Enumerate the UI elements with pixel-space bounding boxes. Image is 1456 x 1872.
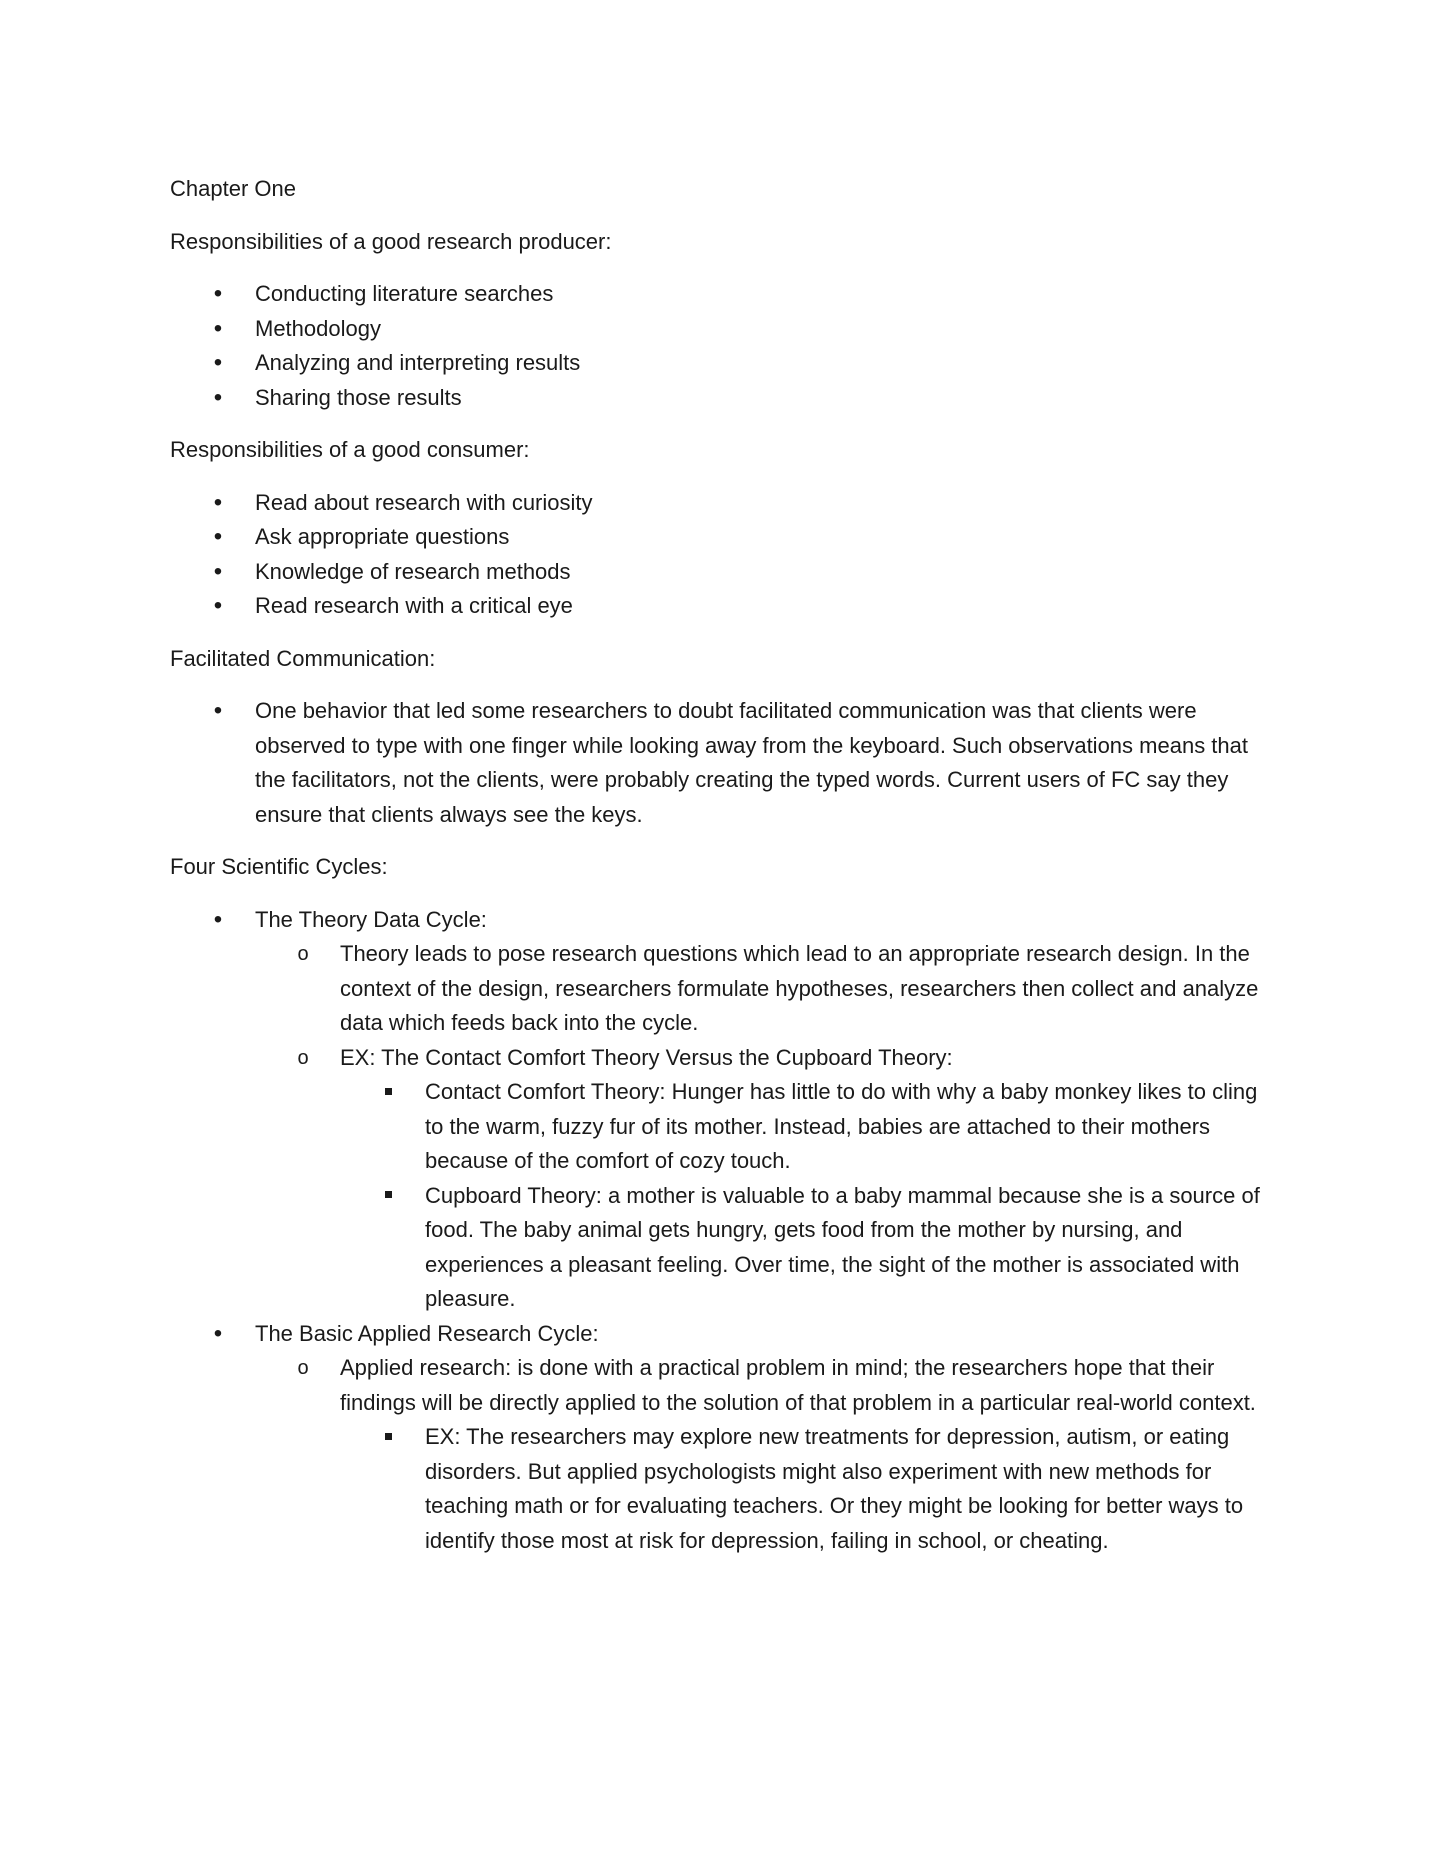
- chapter-title: Chapter One: [170, 176, 296, 201]
- bullet-icon: [208, 589, 228, 624]
- bullet-icon: [208, 694, 228, 729]
- applied-examples-list: [340, 1420, 1280, 1558]
- theory-data-label: The Theory Data Cycle:: [255, 906, 487, 932]
- list-item: • Ask appropriate questions: [170, 520, 1280, 555]
- producer-list: [170, 277, 1280, 415]
- bullet-icon: [208, 486, 228, 521]
- list-item: EX: The researchers may explore new treatments for depression, autism, or eating disorders. But applied psychologists might also experiment with new methods for teaching math or for evaluating teachers. Or they might be looking for better ways to identify those most at risk for depression, failing in school, or cheating.: [340, 1420, 1280, 1558]
- bullet-icon: [208, 277, 228, 312]
- list-item: Cupboard Theory: a mother is valuable to a baby mammal because she is a source of food. The baby animal gets hungry, gets food from the mother by nursing, and experiences a pleasant feeling. Over time, the sight of the mother is associated with pleasure.: [340, 1179, 1280, 1317]
- bullet-icon: [208, 903, 228, 938]
- square-bullet-icon: [378, 1179, 398, 1214]
- list-item: • Read research with a critical eye: [170, 589, 1280, 624]
- list-item: • One behavior that led some researchers to doubt facilitated communication was that clients were observed to type with one finger while looking away from the keyboard. Such observations means that the facilitators, not the clients, were probably creating the typed words. Current users of FC say they ensure that clients always see the keys.: [170, 694, 1280, 832]
- list-item: o EX: The Contact Comfort Theory Versus the Cupboard Theory: Contact Comfort Theory: Hunger has little to do with why a baby monkey likes to cling to the warm, fuzzy fur of its mother. Instead, babies are attached to their mothers because of the comfort of cozy touch. Cupboard Theory: a mother is valuable to a baby mammal because she is a source of food. The baby animal gets hungry, gets food from the mother by nursing, and experiences a pleasant feeling. Over time, the sight of the mother is associated with pleasure.: [255, 1041, 1280, 1317]
- bullet-icon: [208, 312, 228, 347]
- list-item: o Applied research: is done with a practical problem in mind; the researchers hope that their findings will be directly applied to the solution of that problem in a particular real-world context. EX: The researchers may explore new treatments for depression, autism, or eating disorders. But applied psychologists might also experiment with new methods for teaching math or for evaluating teachers. Or they might be looking for better ways to identify those most at risk for depression, failing in school, or cheating.: [255, 1351, 1280, 1558]
- bullet-icon: [208, 555, 228, 590]
- circle-bullet-icon: o: [297, 1357, 309, 1379]
- cycles-heading: Four Scientific Cycles:: [170, 854, 388, 879]
- bullet-icon: [208, 1317, 228, 1352]
- consumer-heading: Responsibilities of a good consumer:: [170, 437, 530, 462]
- theory-examples-list: [340, 1075, 1280, 1317]
- theory-data-sublist: [255, 937, 1280, 1317]
- facilitated-list: [170, 694, 1280, 832]
- list-item: • Analyzing and interpreting results: [170, 346, 1280, 381]
- list-item: • Conducting literature searches: [170, 277, 1280, 312]
- list-item: • Methodology: [170, 312, 1280, 347]
- facilitated-heading: Facilitated Communication:: [170, 645, 436, 671]
- producer-heading: Responsibilities of a good research producer:: [170, 228, 612, 254]
- square-bullet-icon: [378, 1075, 398, 1110]
- basic-applied-sublist: [255, 1351, 1280, 1558]
- list-item: [170, 903, 1280, 1317]
- list-item: • Read about research with curiosity: [170, 486, 1280, 521]
- cycles-list: [170, 903, 1280, 1559]
- document-page: [170, 172, 1280, 1558]
- list-item: o Theory leads to pose research questions which lead to an appropriate research design. In the context of the design, researchers formulate hypotheses, researchers then collect and analyze data which feeds back into the cycle.: [255, 937, 1280, 1041]
- list-item: [170, 1317, 1280, 1559]
- circle-bullet-icon: o: [297, 1046, 309, 1069]
- consumer-list: [170, 486, 1280, 624]
- square-bullet-icon: [378, 1420, 398, 1455]
- list-item: • Sharing those results: [170, 381, 1280, 416]
- basic-applied-label: The Basic Applied Research Cycle:: [255, 1320, 599, 1346]
- circle-bullet-icon: o: [297, 943, 309, 965]
- bullet-icon: [208, 520, 228, 555]
- bullet-icon: [208, 346, 228, 381]
- bullet-icon: [208, 381, 228, 416]
- list-item: • Knowledge of research methods: [170, 555, 1280, 590]
- list-item: Contact Comfort Theory: Hunger has little to do with why a baby monkey likes to cling to the warm, fuzzy fur of its mother. Instead, babies are attached to their mothers because of the comfort of cozy touch.: [340, 1075, 1280, 1179]
